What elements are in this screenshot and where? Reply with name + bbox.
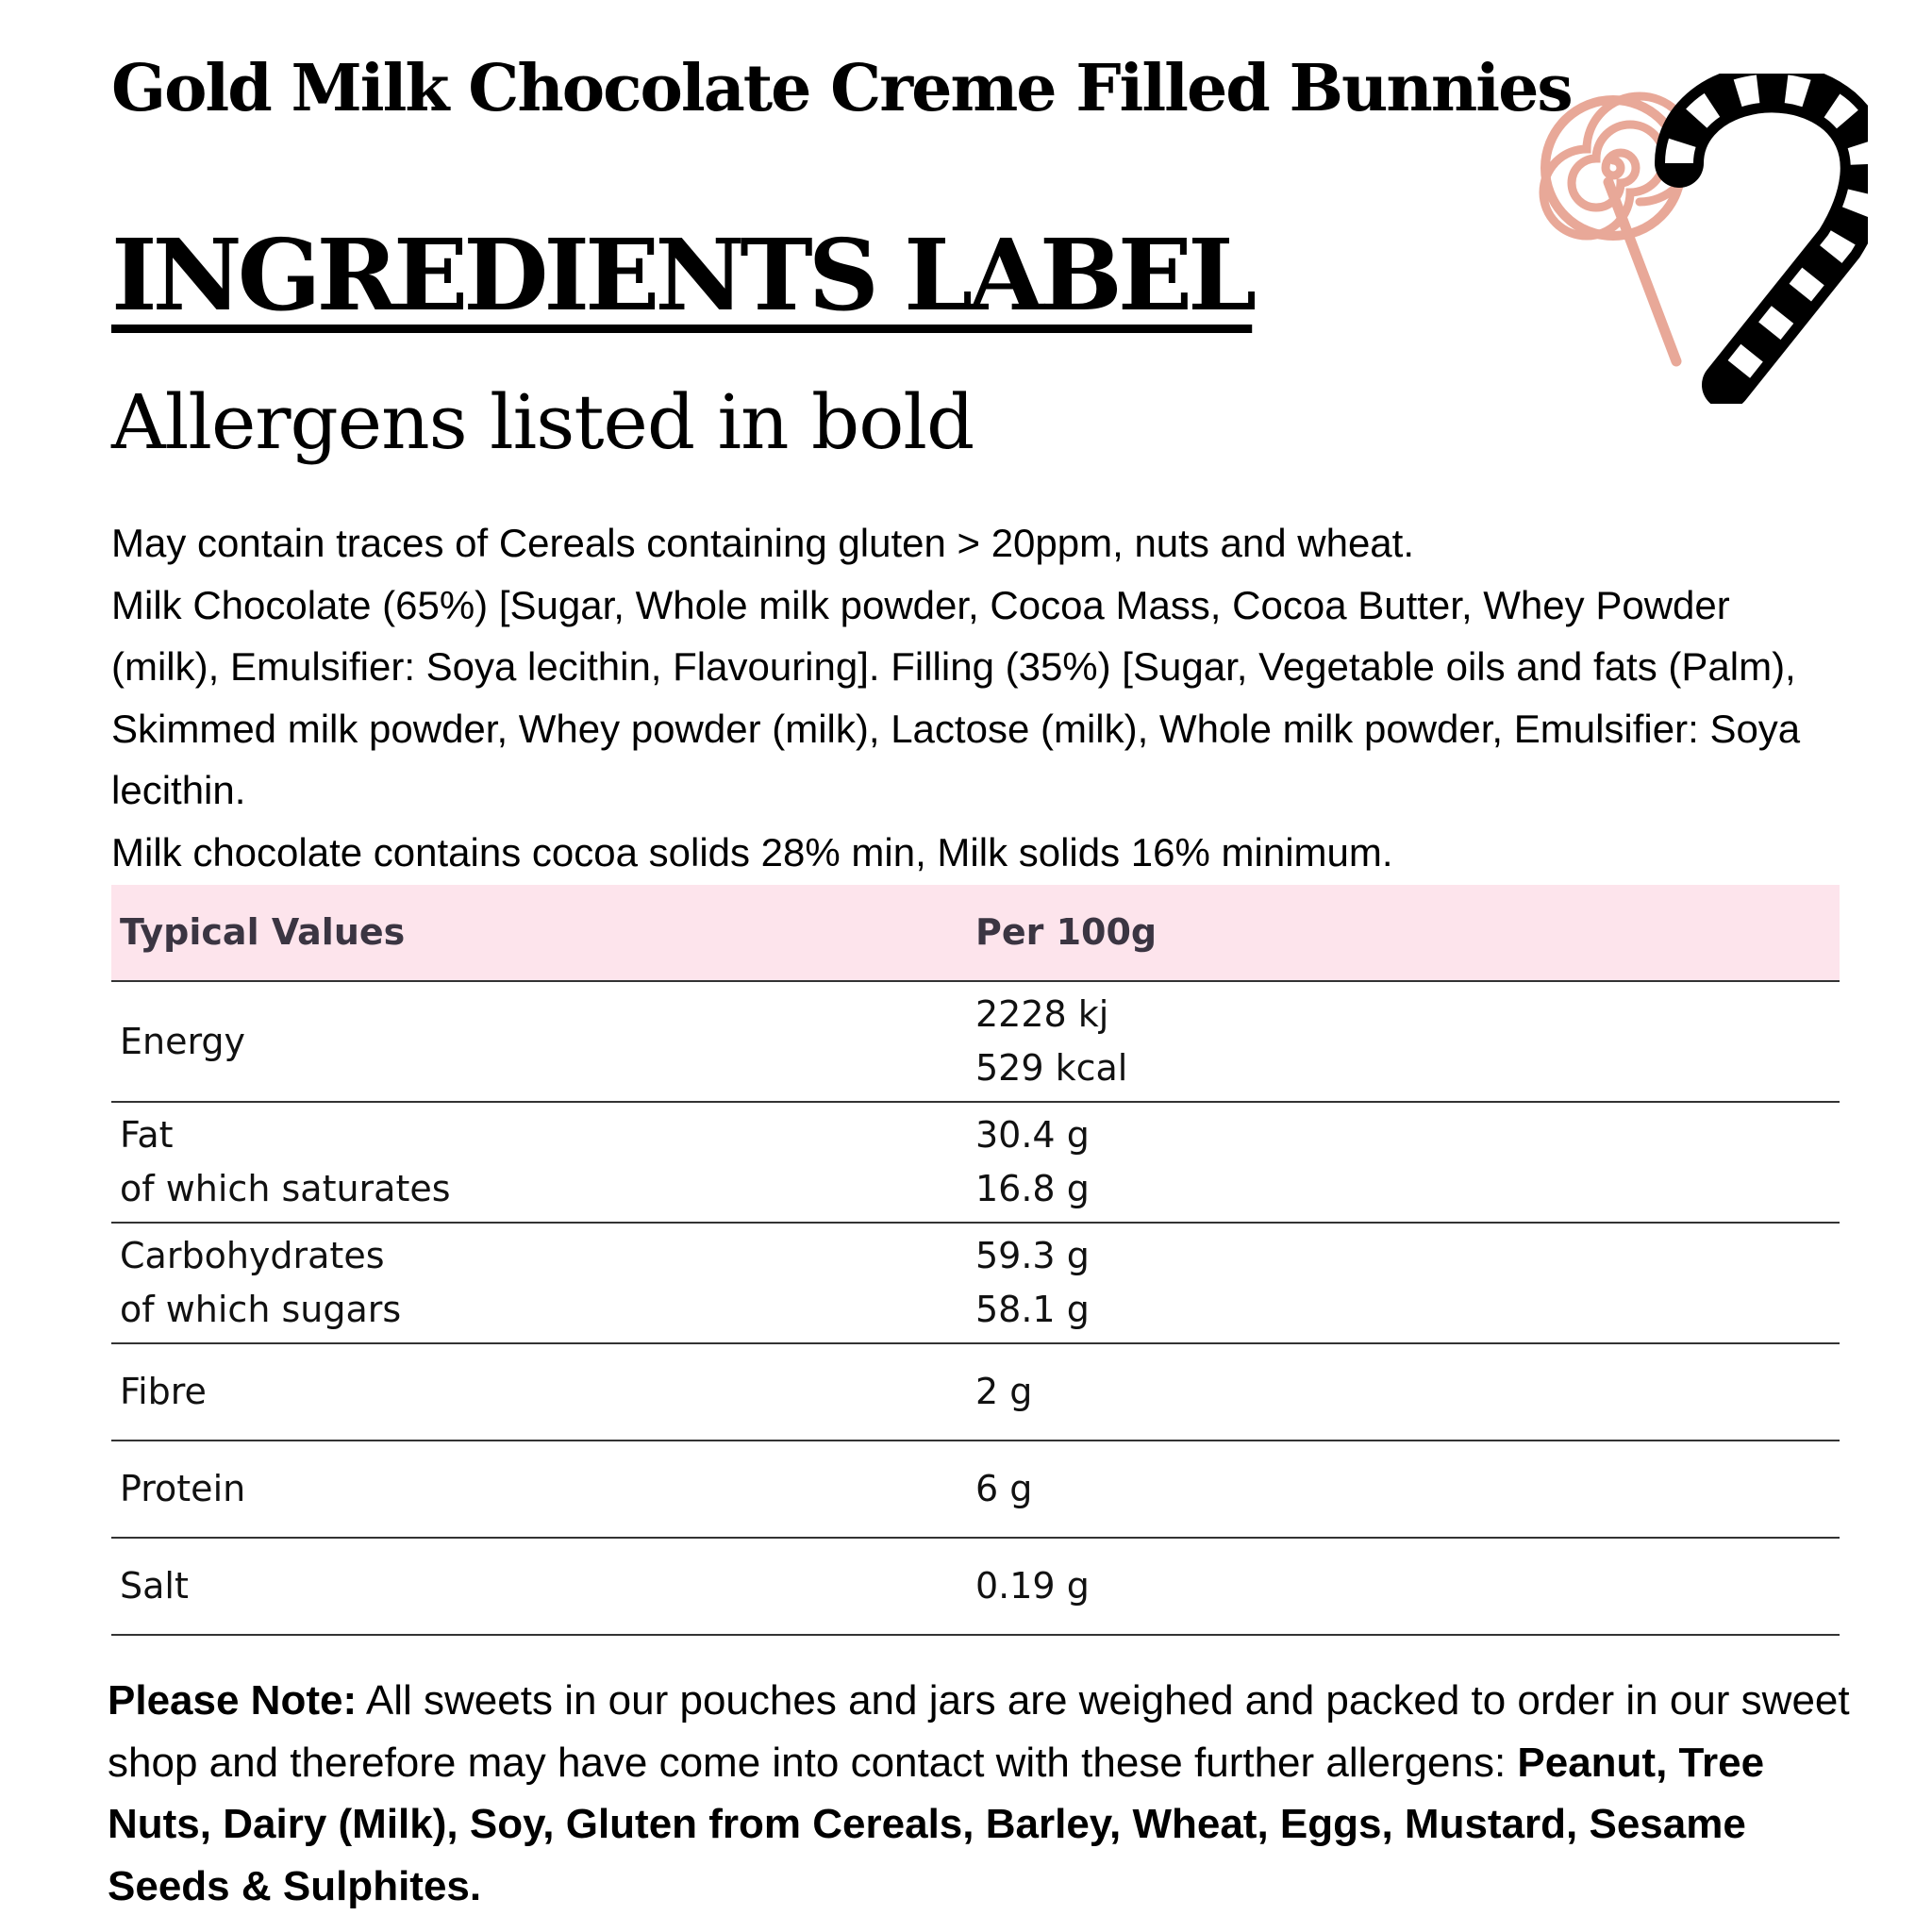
fat-values bbox=[975, 1108, 1840, 1216]
table-row bbox=[111, 1344, 1840, 1441]
traces-text: May contain traces of Cereals containing gluten > 20ppm, nuts and wheat. bbox=[111, 521, 1414, 565]
header-typical-values: Typical Values bbox=[120, 911, 406, 953]
protein-label: Protein bbox=[120, 1468, 246, 1509]
header-per-100g: Per 100g bbox=[975, 911, 1158, 953]
energy-kj: 2228 kj bbox=[975, 993, 1109, 1035]
please-note bbox=[108, 1670, 1862, 1917]
product-title: Gold Milk Chocolate Creme Filled Bunnies bbox=[111, 51, 1572, 126]
salt-label: Salt bbox=[120, 1565, 189, 1607]
energy-kcal: 529 kcal bbox=[975, 1047, 1128, 1089]
ingredients-text bbox=[111, 512, 1838, 883]
candy-cane-icon bbox=[1679, 88, 1865, 385]
carbs-label: Carbohydrates bbox=[120, 1235, 385, 1276]
fibre-value: 2 g bbox=[975, 1371, 1033, 1412]
ingredients-label-heading: INGREDIENTS LABEL bbox=[111, 217, 1253, 333]
composition-text: Milk Chocolate (65%) [Sugar, Whole milk powder, Cocoa Mass, Cocoa Butter, Whey Powder (milk), Emulsifier: Soya lecithin, Flavouring]. Filling (35%) [Sugar, Vegetable oils and fats (Palm), Skimmed milk powder, Whey powder (milk), Lactose (milk), Whole milk powder, Emulsifier: Soya lecithin. bbox=[111, 582, 1801, 812]
carbs-labels bbox=[111, 1229, 975, 1337]
sugars-label: of which sugars bbox=[120, 1289, 402, 1330]
fibre-label: Fibre bbox=[120, 1371, 207, 1412]
table-row bbox=[111, 1441, 1840, 1539]
table-row bbox=[111, 1539, 1840, 1636]
table-row bbox=[111, 982, 1840, 1103]
candy-icons bbox=[1538, 74, 1868, 404]
note-allergens: Peanut, Tree Nuts, Dairy (Milk), Soy, Gluten from Cereals, Barley, Wheat, Eggs, Mustard, Sesame Seeds & Sulphites. bbox=[108, 1739, 1765, 1909]
allergen-note: Allergens listed in bold bbox=[111, 378, 974, 466]
note-lead: Please Note: bbox=[108, 1677, 358, 1724]
nutrition-table bbox=[111, 885, 1840, 1636]
solids-text: Milk chocolate contains cocoa solids 28% min, Milk solids 16% minimum. bbox=[111, 829, 1393, 874]
saturates-label: of which saturates bbox=[120, 1168, 451, 1209]
sugars-value: 58.1 g bbox=[975, 1289, 1090, 1330]
energy-values bbox=[975, 988, 1840, 1095]
fat-label: Fat bbox=[120, 1114, 174, 1156]
table-row bbox=[111, 1224, 1840, 1344]
table-row bbox=[111, 1103, 1840, 1224]
salt-value: 0.19 g bbox=[975, 1565, 1090, 1607]
energy-label: Energy bbox=[120, 1020, 246, 1062]
carbs-values bbox=[975, 1229, 1840, 1337]
note-body: All sweets in our pouches and jars are weighed and packed to order in our sweet shop and therefore may have come into contact with these further allergens: bbox=[108, 1677, 1850, 1786]
table-header-row bbox=[111, 885, 1840, 982]
fat-labels bbox=[111, 1108, 975, 1216]
saturates-value: 16.8 g bbox=[975, 1168, 1090, 1209]
protein-value: 6 g bbox=[975, 1468, 1033, 1509]
fat-value: 30.4 g bbox=[975, 1114, 1090, 1156]
note-paragraph bbox=[108, 1670, 1862, 1917]
carbs-value: 59.3 g bbox=[975, 1235, 1090, 1276]
